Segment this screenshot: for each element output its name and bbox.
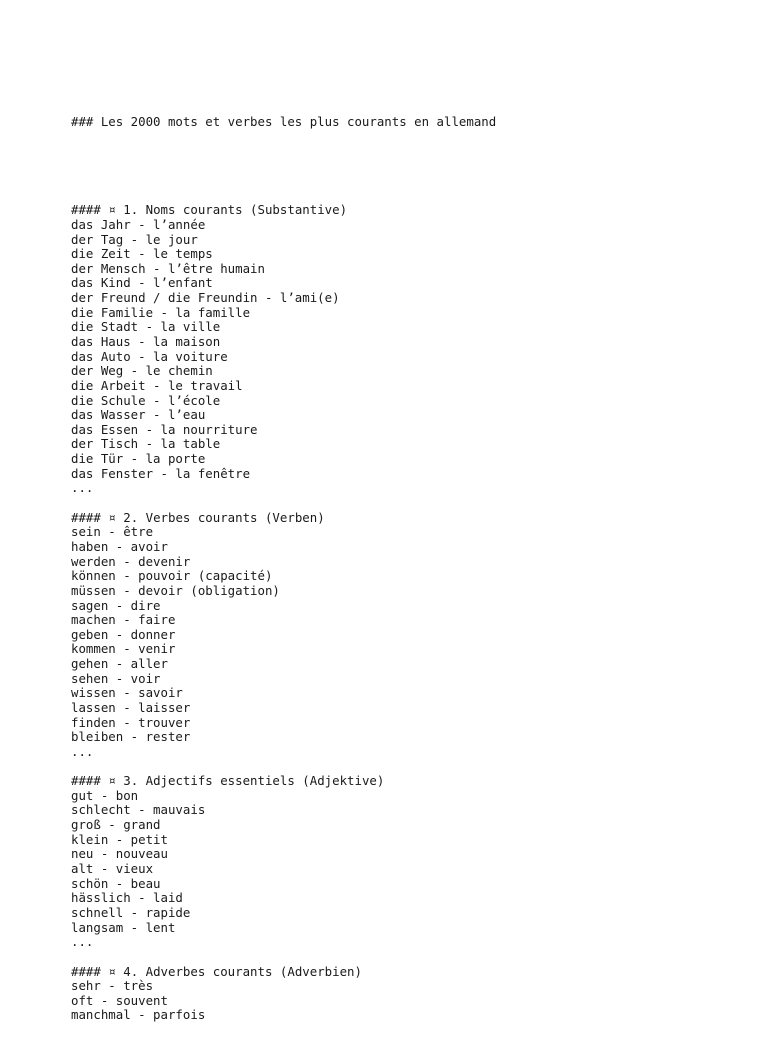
vocab-entry: gehen - aller bbox=[71, 656, 168, 672]
heading-prefix: #### bbox=[71, 509, 109, 525]
vocab-entry: können - pouvoir (capacité) bbox=[71, 568, 273, 584]
vocab-entry: geben - donner bbox=[71, 626, 176, 642]
blank-line bbox=[71, 760, 751, 775]
vocab-entry: manchmal - parfois bbox=[71, 1007, 206, 1023]
vocab-entry: kommen - venir bbox=[71, 641, 176, 657]
vocab-entry: die Zeit - le temps bbox=[71, 246, 213, 262]
heading-text: 2. Verbes courants (Verben) bbox=[115, 509, 325, 525]
vocab-entry: der Tisch - la table bbox=[71, 436, 221, 452]
vocab-entry: das Essen - la nourriture bbox=[71, 421, 258, 437]
blank-line bbox=[71, 950, 751, 965]
vocab-entry: klein - petit bbox=[71, 831, 168, 847]
vocab-entry: wissen - savoir bbox=[71, 685, 183, 701]
section-1 bbox=[71, 203, 751, 510]
document-title: ### Les 2000 mots et verbes les plus courants en allemand bbox=[71, 114, 497, 130]
vocab-entry: das Auto - la voiture bbox=[71, 348, 228, 364]
vocab-entry: die Stadt - la ville bbox=[71, 319, 221, 335]
vocab-entry: lassen - laisser bbox=[71, 700, 191, 715]
vocab-entry: das Fenster - la fenêtre bbox=[71, 465, 251, 481]
currency-sign-icon: ¤ bbox=[108, 773, 116, 789]
section-heading bbox=[71, 774, 751, 789]
vocab-entry: sehen - voir bbox=[71, 670, 161, 686]
vocab-entry: das Wasser - l’eau bbox=[71, 407, 206, 423]
vocab-entry: oft - souvent bbox=[71, 992, 168, 1008]
vocab-entry: schnell - rapide bbox=[71, 904, 191, 920]
ellipsis: ... bbox=[71, 480, 94, 496]
vocab-entry: müssen - devoir (obligation) bbox=[71, 582, 280, 598]
vocab-entry: hässlich - laid bbox=[71, 890, 183, 906]
vocab-entry: finden - trouver bbox=[71, 714, 191, 730]
heading-prefix: #### bbox=[71, 963, 109, 979]
vocab-entry: alt - vieux bbox=[71, 861, 154, 877]
sections-container bbox=[71, 203, 751, 1023]
vocab-entry: sehr - très bbox=[71, 978, 154, 994]
vocab-entry: die Familie - la famille bbox=[71, 304, 251, 320]
blank-line bbox=[71, 496, 751, 511]
vocab-entry: die Arbeit - le travail bbox=[71, 377, 243, 393]
vocab-entry: schlecht - mauvais bbox=[71, 802, 206, 818]
vocab-entry: der Tag - le jour bbox=[71, 231, 198, 247]
vocab-entry: der Weg - le chemin bbox=[71, 363, 213, 379]
section-4 bbox=[71, 965, 751, 1024]
heading-text: 1. Noms courants (Substantive) bbox=[115, 202, 348, 218]
document-page bbox=[71, 86, 751, 1038]
vocab-entry: das Kind - l’enfant bbox=[71, 275, 213, 291]
heading-prefix: #### bbox=[71, 773, 109, 789]
currency-sign-icon: ¤ bbox=[108, 963, 116, 979]
vocab-entry: werden - devenir bbox=[71, 553, 191, 569]
section-heading bbox=[71, 511, 751, 526]
vocab-entry: schön - beau bbox=[71, 875, 161, 891]
ellipsis: ... bbox=[71, 934, 94, 950]
section-3 bbox=[71, 774, 751, 964]
section-heading bbox=[71, 965, 751, 980]
vocab-entry: groß - grand bbox=[71, 817, 161, 833]
vocab-entry: die Schule - l’école bbox=[71, 392, 221, 408]
section-2 bbox=[71, 511, 751, 775]
blank-line bbox=[71, 159, 751, 174]
vocab-entry: sagen - dire bbox=[71, 597, 161, 613]
vocab-entry: langsam - lent bbox=[71, 919, 176, 935]
vocab-entry: machen - faire bbox=[71, 612, 176, 628]
currency-sign-icon: ¤ bbox=[108, 509, 116, 525]
vocab-entry: sein - être bbox=[71, 524, 154, 540]
vocab-entry: das Haus - la maison bbox=[71, 333, 221, 349]
vocab-entry: neu - nouveau bbox=[71, 846, 168, 862]
section-heading bbox=[71, 203, 751, 218]
vocab-entry: haben - avoir bbox=[71, 538, 168, 554]
currency-sign-icon: ¤ bbox=[108, 202, 116, 218]
vocab-entry: gut - bon bbox=[71, 787, 139, 803]
heading-text: 4. Adverbes courants (Adverbien) bbox=[115, 963, 362, 979]
vocab-entry: der Freund / die Freundin - l’ami(e) bbox=[71, 290, 340, 306]
vocab-entry: bleiben - rester bbox=[71, 729, 191, 745]
vocab-entry: die Tür - la porte bbox=[71, 451, 206, 467]
vocab-entry: der Mensch - l’être humain bbox=[71, 260, 265, 276]
heading-prefix: #### bbox=[71, 202, 109, 218]
ellipsis: ... bbox=[71, 743, 94, 759]
heading-text: 3. Adjectifs essentiels (Adjektive) bbox=[115, 773, 385, 789]
vocab-entry: das Jahr - l’année bbox=[71, 216, 206, 232]
